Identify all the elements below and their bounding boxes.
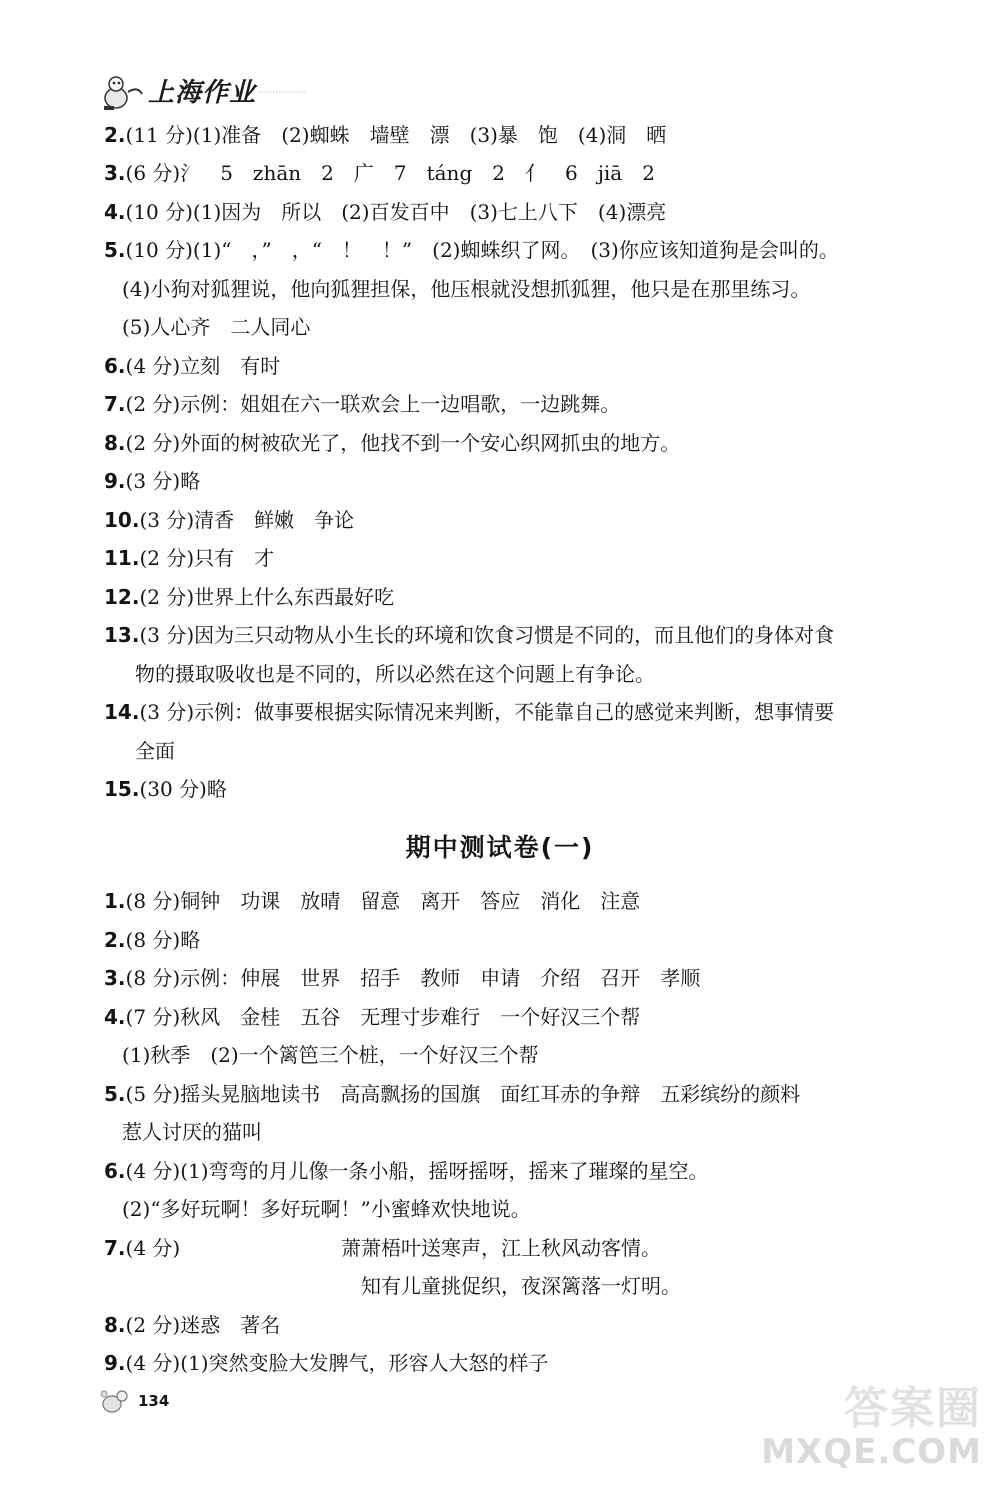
answer-line: 3.(6 分)氵 5 zhān 2 广 7 táng 2 亻 6 jiā 2 (104, 161, 655, 185)
answer-line: 2.(8 分)略 (104, 928, 201, 952)
answer-line: 2.(11 分)(1)准备 (2)蜘蛛 墙壁 漂 (3)暴 饱 (4)洞 晒 (104, 123, 667, 147)
answer-line: 11.(2 分)只有 才 (104, 546, 275, 570)
answer-line: (2)“多好玩啊！多好玩啊！”小蜜蜂欢快地说。 (122, 1197, 531, 1221)
answer-line: 1.(8 分)铜钟 功课 放晴 留意 离开 答应 消化 注意 (104, 889, 641, 913)
answer-line: 全面 (135, 739, 175, 763)
answer-line: (1)秋季 (2)一个篱笆三个桩，一个好汉三个帮 (122, 1043, 539, 1067)
answer-line: (5)人心齐 二人同心 (122, 315, 311, 339)
answer-line: 物的摄取吸收也是不同的，所以必然在这个问题上有争论。 (135, 662, 655, 686)
answer-line: 9.(4 分)(1)突然变脸大发脾气，形容人大怒的样子 (104, 1351, 549, 1375)
watermark (761, 1372, 992, 1482)
answer-line: 4.(7 分)秋风 金桂 五谷 无理寸步难行 一个好汉三个帮 (104, 1005, 641, 1029)
page-header (98, 66, 398, 116)
footer-mascot-icon (98, 1386, 138, 1416)
page-number: 134 (138, 1392, 170, 1410)
answer-line: 6.(4 分)(1)弯弯的月儿像一条小船，摇呀摇呀，摇来了璀璨的星空。 (104, 1159, 709, 1183)
answer-line: 4.(10 分)(1)因为 所以 (2)百发百中 (3)七上八下 (4)漂亮 (104, 200, 667, 224)
answer-line: 9.(3 分)略 (104, 469, 201, 493)
answer-line: 5.(10 分)(1)“ ，” ，“ ！ ！” (2)蜘蛛织了网。 (3)你应该知道狗是会叫的。 (104, 238, 839, 262)
poem-line: 萧萧梧叶送寒声，江上秋风动客情。 (341, 1236, 661, 1260)
watermark-logo-text: 答案圈 (844, 1383, 982, 1434)
answer-line: 7.(4 分) (104, 1236, 181, 1260)
answer-line: 8.(2 分)外面的树被砍光了，他找不到一个安心织网抓虫的地方。 (104, 431, 681, 455)
answer-line: 14.(3 分)示例：做事要根据实际情况来判断，不能靠自己的感觉来判断，想事情要 (104, 700, 835, 724)
header-decoration: ················· (258, 88, 307, 98)
answer-line: 5.(5 分)摇头晃脑地读书 高高飘扬的国旗 面红耳赤的争辩 五彩缤纷的颜料 (104, 1082, 801, 1106)
answer-line: (4)小狗对狐狸说，他向狐狸担保，他压根就没想抓狐狸，他只是在那里练习。 (122, 277, 811, 301)
answer-line: 12.(2 分)世界上什么东西最好吃 (104, 585, 395, 609)
answer-line: 15.(30 分)略 (104, 777, 227, 801)
book-logo-text: 上海作业 (148, 78, 257, 108)
answer-line: 7.(2 分)示例：姐姐在六一联欢会上一边唱歌，一边跳舞。 (104, 392, 621, 416)
section-title: 期中测试卷(一) (405, 833, 595, 862)
answer-line: 8.(2 分)迷惑 著名 (104, 1313, 281, 1337)
mascot-icon (98, 72, 146, 112)
answer-line: 惹人讨厌的猫叫 (122, 1120, 262, 1144)
answer-line: 10.(3 分)清香 鲜嫩 争论 (104, 508, 355, 532)
answer-line: 3.(8 分)示例：伸展 世界 招手 教师 申请 介绍 召开 孝顺 (104, 966, 701, 990)
watermark-site-text: MXQE.COM (761, 1432, 982, 1472)
answer-line: 13.(3 分)因为三只动物从小生长的环境和饮食习惯是不同的，而且他们的身体对食 (104, 623, 835, 647)
page-footer (98, 1380, 298, 1420)
answer-line: 6.(4 分)立刻 有时 (104, 354, 281, 378)
poem-line: 知有儿童挑促织，夜深篱落一灯明。 (361, 1274, 681, 1298)
